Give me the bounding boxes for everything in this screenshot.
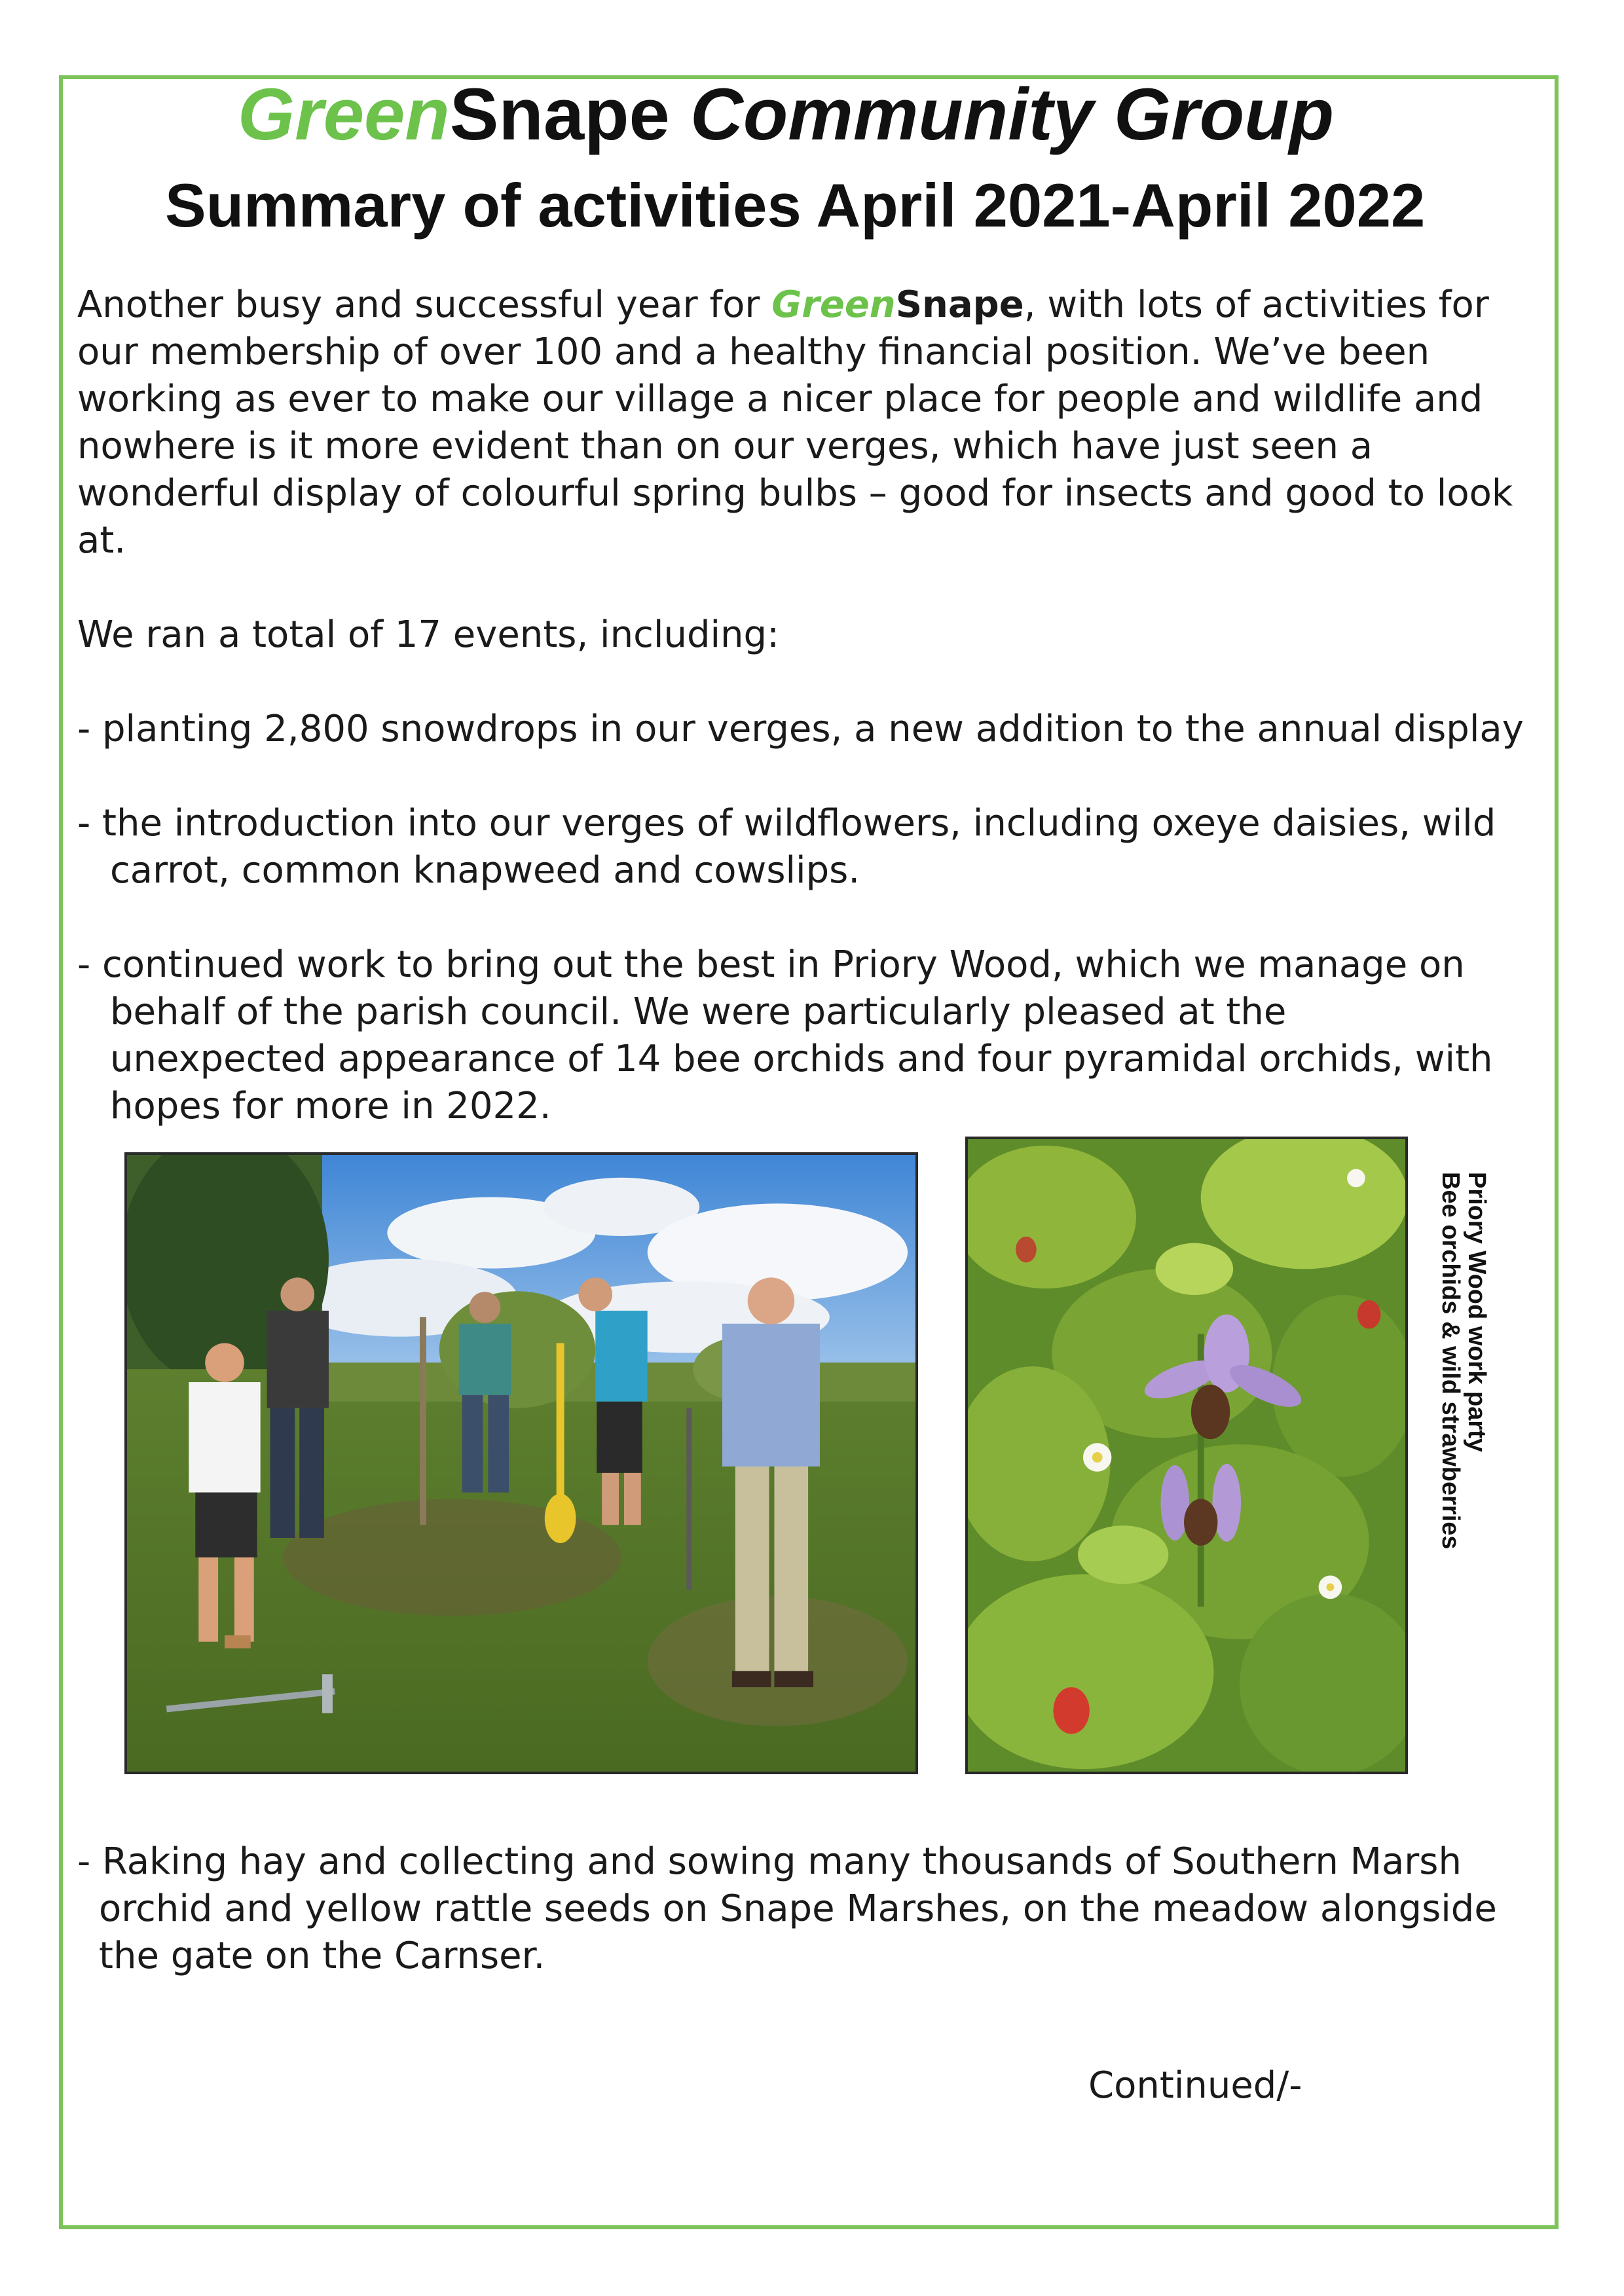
events-intro: We ran a total of 17 events, including: bbox=[77, 613, 779, 656]
photo-caption bbox=[1437, 1172, 1490, 1669]
intro-brand-snape: Snape bbox=[895, 283, 1024, 326]
bullet-item bbox=[77, 800, 1544, 894]
bullet-first-line: - the introduction into our verges of wildflowers, including oxeye daisies, wild bbox=[77, 802, 1496, 845]
caption-line-bee-orchids: Bee orchids & wild strawberries bbox=[1437, 1172, 1464, 1550]
bullet-continuation: behalf of the parish council. We were particularly pleased at the unexpected appearance of 14 bee orchids and four pyramidal orchids, with hopes for more in 2022. bbox=[110, 991, 1493, 1127]
work-party-illustration bbox=[127, 1155, 915, 1772]
title-snape-word: Snape bbox=[449, 73, 670, 155]
continued-note: Continued/- bbox=[1088, 2064, 1302, 2107]
bullet-first-line: - continued work to bring out the best in Priory Wood, which we manage on bbox=[77, 943, 1465, 986]
work-party-photo bbox=[124, 1152, 918, 1774]
caption-line-work-party: Priory Wood work party bbox=[1463, 1172, 1490, 1452]
page-subtitle: Summary of activities April 2021-April 2022 bbox=[165, 171, 1426, 240]
intro-text-after: , with lots of activities for our membership of over 100 and a healthy financial position. We’ve been working as ever to make our village a nicer place for people and wildlife and nowhere is it more evident than on our verges, which have just seen a wonderful display of colourful spring bulbs – good for insects and good to look at. bbox=[77, 283, 1513, 562]
bullet-continuation: carrot, common knapweed and cowslips. bbox=[110, 849, 860, 892]
intro-brand-green: Green bbox=[771, 283, 896, 326]
bee-orchid-illustration bbox=[968, 1139, 1405, 1772]
bullet-first-line: - planting 2,800 snowdrops in our verges, a new addition to the annual display bbox=[77, 708, 1524, 750]
bullet-item bbox=[77, 1838, 1544, 1980]
bullet-continuation: orchid and yellow rattle seeds on Snape Marshes, on the meadow alongside the gate on the Carnser. bbox=[99, 1887, 1497, 1977]
title-green-word: Green bbox=[238, 73, 450, 155]
bee-orchid-photo bbox=[965, 1137, 1408, 1774]
title-community-group: Community Group bbox=[690, 73, 1334, 155]
page-title bbox=[0, 71, 1624, 158]
intro-paragraph bbox=[77, 282, 1544, 564]
intro-text-before: Another busy and successful year for bbox=[77, 283, 772, 326]
bullet-first-line: - Raking hay and collecting and sowing many thousands of Southern Marsh bbox=[77, 1840, 1462, 1883]
bullet-item bbox=[77, 706, 1544, 753]
photo-caption-text bbox=[1437, 1172, 1490, 1669]
bullet-item bbox=[77, 941, 1544, 1130]
